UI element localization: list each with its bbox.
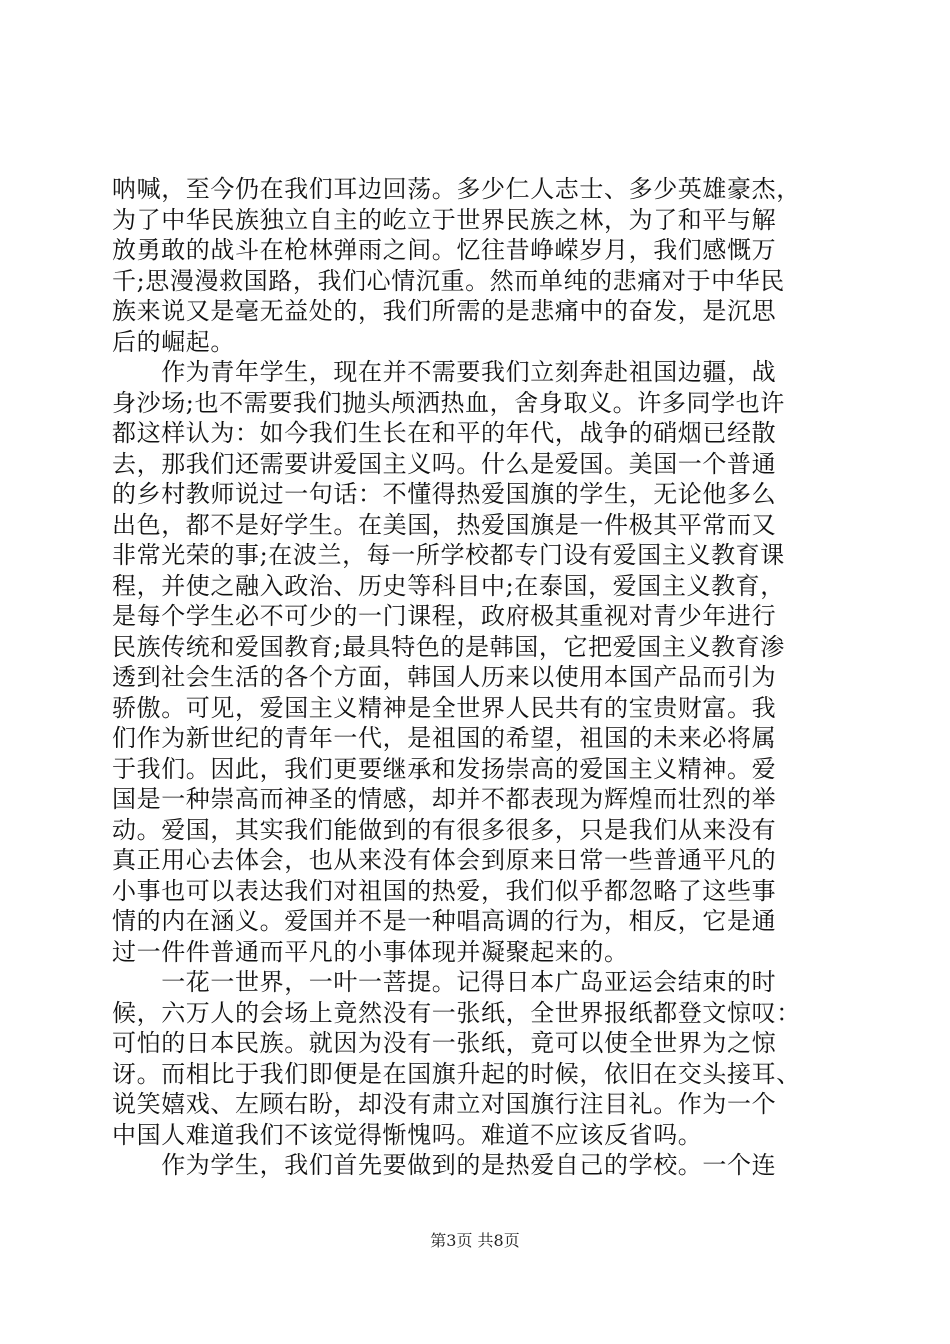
text-line: 小事也可以表达我们对祖国的热爱，我们似乎都忽略了这些事 <box>112 876 777 905</box>
text-line: 都这样认为：如今我们生长在和平的年代，战争的硝烟已经散 <box>112 419 777 447</box>
text-line: 程，并使之融入政治、历史等科目中;在泰国，爱国主义教育， <box>112 571 785 600</box>
text-line: 骄傲。可见，爱国主义精神是全世界人民共有的宝贵财富。我 <box>112 693 777 722</box>
text-line: 呐喊，至今仍在我们耳边回荡。多少仁人志士、多少英雄豪杰， <box>112 175 801 203</box>
text-line: 身沙场;也不需要我们抛头颅洒热血，舍身取义。许多同学也许 <box>112 388 785 417</box>
text-line: 作为学生，我们首先要做到的是热爱自己的学校。一个连 <box>112 1151 777 1179</box>
text-line: 放勇敢的战斗在枪林弹雨之间。忆往昔峥嵘岁月，我们感慨万 <box>112 236 777 264</box>
text-line: 于我们。因此，我们更要继承和发扬崇高的爱国主义精神。爱 <box>112 754 777 783</box>
text-line: 后的崛起。 <box>112 327 235 356</box>
text-line: 是每个学生必不可少的一门课程，政府极其重视对青少年进行 <box>112 602 777 630</box>
document-body <box>112 174 847 1181</box>
text-line: 作为青年学生，现在并不需要我们立刻奔赴祖国边疆，战 <box>112 358 777 386</box>
text-line: 的乡村教师说过一句话：不懂得热爱国旗的学生，无论他多么 <box>112 480 777 508</box>
text-line: 透到社会生活的各个方面，韩国人历来以使用本国产品而引为 <box>112 663 777 691</box>
text-line: 过一件件普通而平凡的小事体现并凝聚起来的。 <box>112 937 629 966</box>
text-line: 去，那我们还需要讲爱国主义吗。什么是爱国。美国一个普通 <box>112 449 777 478</box>
text-line: 千;思漫漫救国路，我们心情沉重。然而单纯的悲痛对于中华民 <box>112 266 785 295</box>
text-line: 出色，都不是好学生。在美国，热爱国旗是一件极其平常而又 <box>112 510 777 539</box>
text-line: 为了中华民族独立自主的屹立于世界民族之林，为了和平与解 <box>112 205 777 234</box>
text-line: 讶。而相比于我们即便是在国旗升起的时候，依旧在交头接耳、 <box>112 1059 801 1088</box>
text-line: 中国人难道我们不该觉得惭愧吗。难道不应该反省吗。 <box>112 1120 703 1149</box>
text-line: 国是一种崇高而神圣的情感，却并不都表现为辉煌而壮烈的举 <box>112 785 777 813</box>
text-line: 可怕的日本民族。就因为没有一张纸，竟可以使全世界为之惊 <box>112 1029 777 1057</box>
text-line: 动。爱国，其实我们能做到的有很多很多，只是我们从来没有 <box>112 815 777 844</box>
text-line: 候，六万人的会场上竟然没有一张纸，全世界报纸都登文惊叹： <box>112 998 801 1027</box>
text-line: 们作为新世纪的青年一代，是祖国的希望，祖国的未来必将属 <box>112 724 777 752</box>
page-number-footer: 第3页 共8页 <box>430 1231 520 1250</box>
text-line: 一花一世界，一叶一菩提。记得日本广岛亚运会结束的时 <box>112 968 777 996</box>
text-line: 族来说又是毫无益处的，我们所需的是悲痛中的奋发，是沉思 <box>112 297 777 325</box>
text-line: 情的内在涵义。爱国并不是一种唱高调的行为，相反，它是通 <box>112 907 777 935</box>
text-line: 说笑嬉戏、左顾右盼，却没有肃立对国旗行注目礼。作为一个 <box>112 1090 777 1118</box>
text-line: 真正用心去体会，也从来没有体会到原来日常一些普通平凡的 <box>112 846 777 874</box>
text-line: 民族传统和爱国教育;最具特色的是韩国，它把爱国主义教育渗 <box>112 632 785 661</box>
text-line: 非常光荣的事;在波兰，每一所学校都专门设有爱国主义教育课 <box>112 541 785 569</box>
